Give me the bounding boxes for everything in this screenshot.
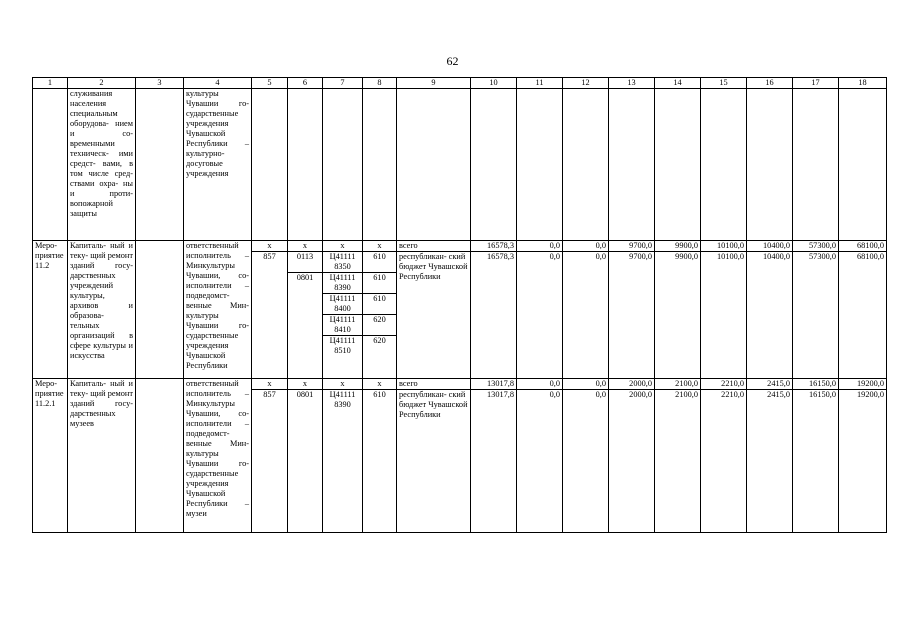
amount: 2100,0 [655,379,701,390]
amount: 2415,0 [747,390,793,533]
cell [288,315,323,336]
cell: х [363,241,397,252]
amount: 16578,3 [471,252,517,379]
cell: х [252,379,288,390]
cell: 620 [363,336,397,379]
amount: 0,0 [563,390,609,533]
amount: 2000,0 [609,379,655,390]
cell: 610 [363,294,397,315]
column-number: 11 [517,78,563,89]
column-number: 14 [655,78,701,89]
amount: 57300,0 [793,252,839,379]
cell: 620 [363,315,397,336]
cell: 0801 [288,390,323,533]
amount: 2210,0 [701,390,747,533]
measure-label: Меро- приятие 11.2 [33,241,68,379]
amount: 0,0 [517,241,563,252]
column-number: 3 [136,78,184,89]
cell: 857 [252,252,288,379]
amount: 9700,0 [609,241,655,252]
amount: 0,0 [563,379,609,390]
amount: 10100,0 [701,241,747,252]
amount: 9900,0 [655,252,701,379]
column-number: 12 [563,78,609,89]
amount: 2415,0 [747,379,793,390]
amount: 0,0 [517,252,563,379]
cell: х [323,241,363,252]
column-number: 8 [363,78,397,89]
funding-source: республикан- ский бюджет Чувашской Республики [397,390,471,533]
amount: 2210,0 [701,379,747,390]
funding-source: республикан- ский бюджет Чувашской Республики [397,252,471,379]
amount: 19200,0 [839,379,887,390]
measure-executor: ответственный исполнитель – Минкультуры Чувашии, со- исполнители – подведомст- венные Мин- культуры Чувашии го- сударственные учреждения Чувашской Республики [184,241,252,379]
column-number: 2 [68,78,136,89]
column-number: 18 [839,78,887,89]
cell: 610 [363,252,397,273]
measure-description: Капиталь- ный и теку- щий ремонт зданий госу- дарственных учреждений культуры, архивов и образова- тельных организаций в сфере культуры и искусства [68,241,136,379]
column-number: 9 [397,78,471,89]
amount: 9700,0 [609,252,655,379]
measure-label: Меро- приятие 11.2.1 [33,379,68,533]
cell: х [363,379,397,390]
amount: 16150,0 [793,390,839,533]
column-number: 16 [747,78,793,89]
continuation-row [33,89,887,241]
measure-description: Капиталь- ный и теку- щий ремонт зданий госу- дарственных музеев [68,379,136,533]
amount: 10400,0 [747,241,793,252]
table-row [33,241,887,252]
amount: 2100,0 [655,390,701,533]
cell [288,336,323,379]
cell: Ц41111 8350 [323,252,363,273]
amount: 10400,0 [747,252,793,379]
amount: 13017,8 [471,390,517,533]
column-number: 6 [288,78,323,89]
amount: 68100,0 [839,252,887,379]
cell: 610 [363,390,397,533]
measure-executor: ответственный исполнитель – Минкультуры Чувашии, со- исполнители – подведомст- венные Мин- культуры Чувашии го- сударственные учреждения Чувашской Республики – музеи [184,379,252,533]
cell: 857 [252,390,288,533]
column-number: 17 [793,78,839,89]
cell: Ц41111 8410 [323,315,363,336]
cell: х [288,379,323,390]
amount: 19200,0 [839,390,887,533]
amount: 13017,8 [471,379,517,390]
column-number: 5 [252,78,288,89]
cell: Ц41111 8390 [323,390,363,533]
amount: 57300,0 [793,241,839,252]
cont-executor: культуры Чувашии го- сударственные учреждения Чувашской Республики – культурно- досуговые учреждения [184,89,252,241]
column-number: 10 [471,78,517,89]
column-number: 13 [609,78,655,89]
cell: х [323,379,363,390]
cell: 0113 [288,252,323,273]
cell: Ц41111 8390 [323,273,363,294]
budget-table [32,77,887,533]
column-number: 7 [323,78,363,89]
funding-source: всего [397,241,471,252]
column-number: 4 [184,78,252,89]
amount: 0,0 [517,379,563,390]
amount: 16578,3 [471,241,517,252]
cell: 0801 [288,273,323,294]
amount: 0,0 [563,241,609,252]
amount: 0,0 [517,390,563,533]
funding-source: всего [397,379,471,390]
amount: 68100,0 [839,241,887,252]
cell: х [252,241,288,252]
column-number: 1 [33,78,68,89]
cell [288,294,323,315]
amount: 0,0 [563,252,609,379]
amount: 16150,0 [793,379,839,390]
cell: 610 [363,273,397,294]
amount: 10100,0 [701,252,747,379]
cont-description: служивания населения специальным оборудова- нием и со- временными техническ- ими средст- вами, в том числе сред- ствами охра- ны и проти- вопожарной защиты [68,89,136,241]
column-number: 15 [701,78,747,89]
amount: 9900,0 [655,241,701,252]
cell: Ц41111 8510 [323,336,363,379]
amount: 2000,0 [609,390,655,533]
cell: х [288,241,323,252]
page-number: 62 [446,54,459,68]
column-number-row [33,78,887,89]
cell: Ц41111 8400 [323,294,363,315]
table-row [33,379,887,390]
